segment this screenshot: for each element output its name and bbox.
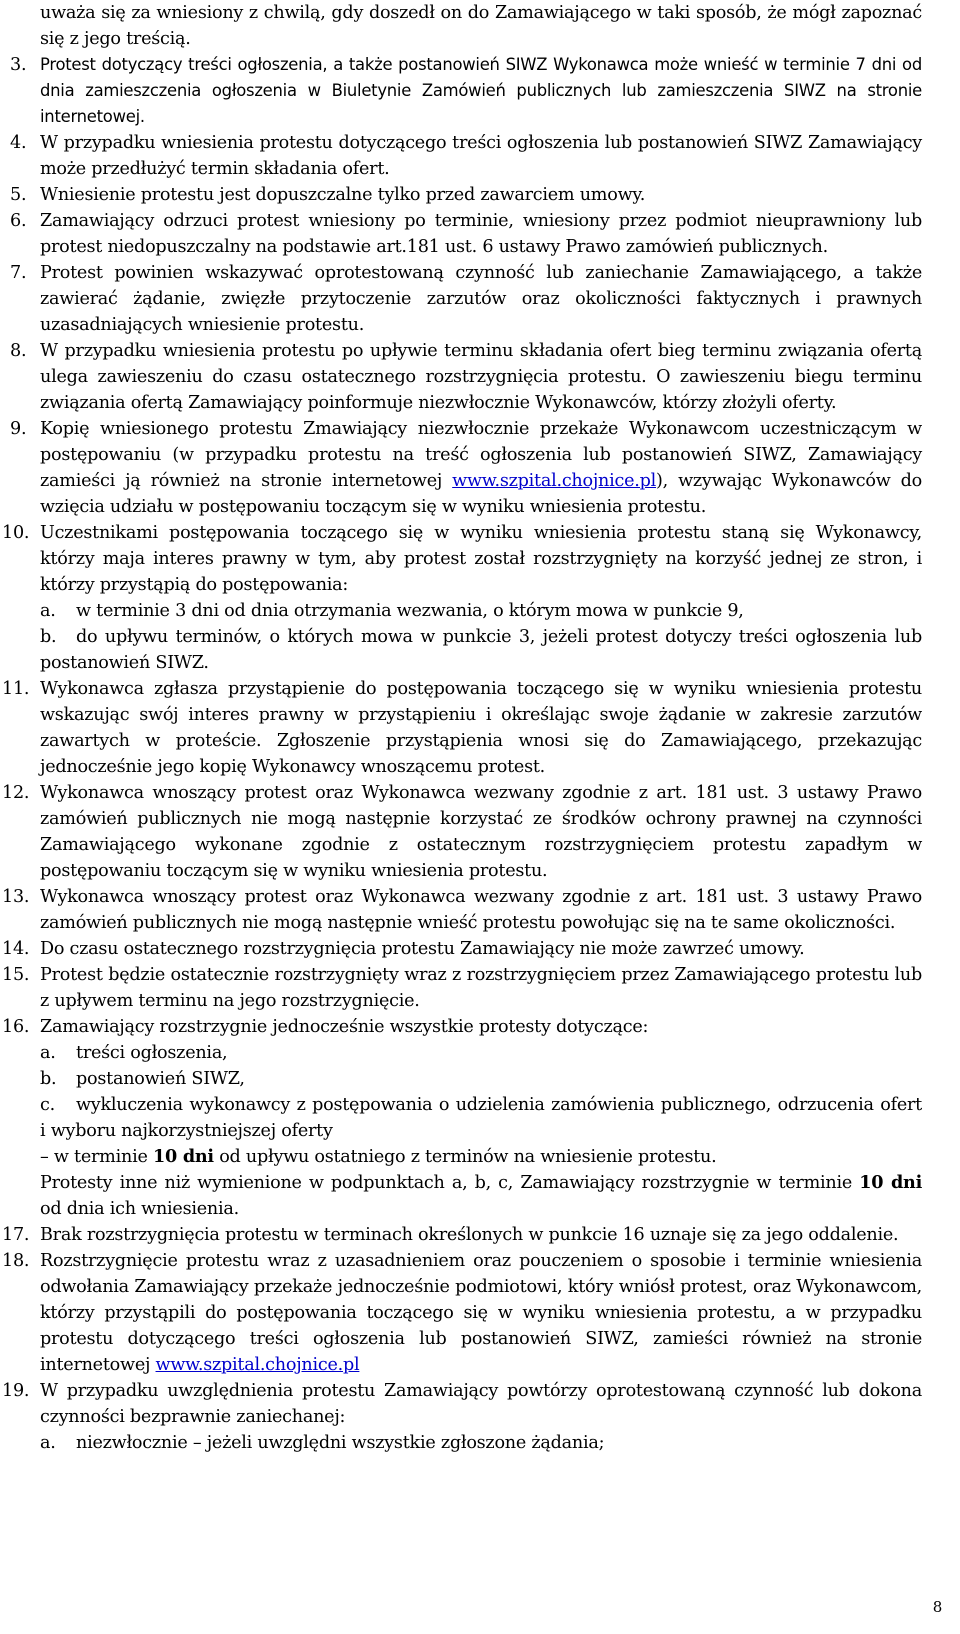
item-text-before-link: Kopię wniesionego protestu Zmawiający niezwłocznie przekaże Wykonawcom uczestniczącym w postępowaniu (w przypadku protestu na treść ogłoszenia lub postanowień SIWZ, Zamawiający zamieści ją również na stronie internetowej: [40, 419, 922, 491]
subitem-letter: b.: [40, 627, 57, 647]
item-text: Protest będzie ostatecznie rozstrzygnięty wraz z rozstrzygnięciem przez Zamawiającego protestu lub z upływem terminu na jego rozstrzygnięcie.: [40, 965, 922, 1011]
item-text: Protest powinien wskazywać oprotestowaną czynność lub zaniechanie Zamawiającego, a także zawierać żądanie, zwięzłe przytoczenie zarzutów oraz okoliczności faktycznych i prawnych uzasadniających wniesienie protestu.: [40, 263, 922, 335]
item-number: 18.: [2, 1251, 30, 1271]
other-protests-text-before: Protesty inne niż wymienione w podpunktach a, b, c, Zamawiający rozstrzygnie w terminie: [40, 1173, 860, 1193]
intro-paragraph: uważa się za wniesiony z chwilą, gdy doszedł on do Zamawiającego w taki sposób, że mógł zapoznać się z jego treścią.: [40, 3, 922, 49]
item-number: 8.: [10, 341, 27, 361]
item-text: Wniesienie protestu jest dopuszczalne tylko przed zawarciem umowy.: [40, 185, 646, 205]
list-item-8: [0, 338, 960, 416]
item-text: Wykonawca wnoszący protest oraz Wykonawca wezwany zgodnie z art. 181 ust. 3 ustawy Prawo zamówień publicznych nie mogą następnie korzystać ze środków ochrony prawnej na czynności Zamawiającego wykonane zgodnie z ostatecznym rozstrzygnięciem protestu zapadłym w postępowaniu toczącym się w wyniku wniesienia protestu.: [40, 783, 922, 881]
list-item-17: [0, 1222, 960, 1248]
item-number: 3.: [10, 55, 27, 75]
item-number: 6.: [10, 211, 27, 231]
subitem-text: niezwłocznie – jeżeli uwzględni wszystkie zgłoszone żądania;: [76, 1433, 605, 1453]
item-number: 5.: [10, 185, 27, 205]
list-item-7: [0, 260, 960, 338]
subitem-a: [40, 1040, 922, 1066]
item-number: 14.: [2, 939, 30, 959]
subitem-letter: c.: [40, 1095, 55, 1115]
hospital-website-link[interactable]: www.szpital.chojnice.pl: [155, 1355, 360, 1375]
item-number: 4.: [10, 133, 27, 153]
subitem-letter: a.: [40, 1043, 56, 1063]
subitem-text: wykluczenia wykonawcy z postępowania o udzielenia zamówienia publicznego, odrzucenia ofert i wyboru najkorzystniejszej oferty: [40, 1095, 922, 1141]
list-item-14: [0, 936, 960, 962]
item-number: 10.: [2, 523, 30, 543]
item-number: 12.: [2, 783, 30, 803]
item-number: 16.: [2, 1017, 30, 1037]
list-item-10: [0, 520, 960, 676]
item-number: 19.: [2, 1381, 30, 1401]
list-item-6: [0, 208, 960, 260]
item-text-before-link: Rozstrzygnięcie protestu wraz z uzasadnieniem oraz pouczeniem o sposobie i terminie wniesienia odwołania Zamawiający przekaże jednocześnie podmiotowi, który wniósł protest, oraz Wykonawcom, którzy przystąpili do postępowania toczącego się w wyniku wniesienia protestu, a w przypadku protestu dotyczącego treści ogłoszenia lub postanowień SIWZ, zamieści również na stronie internetowej: [40, 1251, 922, 1375]
item-number: 11.: [2, 679, 30, 699]
item-number: 17.: [2, 1225, 30, 1245]
item-text: Wykonawca wnoszący protest oraz Wykonawca wezwany zgodnie z art. 181 ust. 3 ustawy Prawo zamówień publicznych nie mogą następnie wnieść protestu powołując się na te same okoliczności.: [40, 887, 922, 933]
deadline-text-after: od upływu ostatniego z terminów na wniesienie protestu.: [213, 1147, 717, 1167]
subitem-text: postanowień SIWZ,: [76, 1069, 245, 1089]
item-text: Wykonawca zgłasza przystąpienie do postępowania toczącego się w wyniku wniesienia protestu wskazując swój interes prawny w przystąpieniu i określając swoje żądanie w zakresie zarzutów zawartych w proteście. Zgłoszenie przystąpienia wnosi się do Zamawiającego, przekazując jednocześnie jego kopię Wykonawcy wnoszącemu protest.: [40, 679, 922, 777]
list-item-11: [0, 676, 960, 780]
item-text: Do czasu ostatecznego rozstrzygnięcia protestu Zamawiający nie może zawrzeć umowy.: [40, 939, 805, 959]
deadline-days: 10 dni: [152, 1146, 214, 1167]
deadline-line: [40, 1144, 922, 1170]
subitem-b: [40, 624, 922, 676]
page-number: 8: [932, 1598, 942, 1616]
item-number: 15.: [2, 965, 30, 985]
list-item-3: [0, 52, 960, 130]
other-protests-days: 10 dni: [859, 1172, 923, 1193]
subitem-a: [40, 1430, 922, 1456]
subitem-letter: b.: [40, 1069, 57, 1089]
other-protests-text-after: od dnia ich wniesienia.: [40, 1199, 239, 1219]
subitem-text: treści ogłoszenia,: [76, 1043, 228, 1063]
subitem-a: [40, 598, 922, 624]
item-text: Uczestnikami postępowania toczącego się w wyniku wniesienia protestu staną się Wykonawcy, którzy maja interes prawny w tym, aby protest został rozstrzygnięty na korzyść jednej ze stron, i którzy przystąpią do postępowania:: [40, 523, 922, 595]
list-item-19: [0, 1378, 960, 1456]
list-item-4: [0, 130, 960, 182]
subitem-letter: a.: [40, 1433, 56, 1453]
list-item-18: [0, 1248, 960, 1378]
item-text: Brak rozstrzygnięcia protestu w terminach określonych w punkcie 16 uznaje się za jego oddalenie.: [40, 1225, 899, 1245]
hospital-website-link[interactable]: www.szpital.chojnice.pl: [452, 471, 657, 491]
item-text: Protest dotyczący treści ogłoszenia, a także postanowień SIWZ Wykonawca może wnieść w terminie 7 dni od dnia zamieszczenia ogłoszenia w Biuletynie Zamówień publicznych lub zamieszczenia SIWZ na stronie internetowej.: [40, 55, 922, 126]
list-item-9: [0, 416, 960, 520]
list-item-15: [0, 962, 960, 1014]
item-text: W przypadku wniesienia protestu po upływie terminu składania ofert bieg terminu związania ofertą ulega zawieszeniu do czasu ostatecznego rozstrzygnięcia protestu. O zawieszeniu biegu terminu związania ofertą Zamawiający poinformuje niezwłocznie Wykonawców, którzy złożyli oferty.: [40, 341, 922, 413]
item-text: Zamawiający odrzuci protest wniesiony po terminie, wniesiony przez podmiot nieuprawniony lub protest niedopuszczalny na podstawie art.181 ust. 6 ustawy Prawo zamówień publicznych.: [40, 211, 922, 257]
item-text: W przypadku uwzględnienia protestu Zamawiający powtórzy oprotestowaną czynność lub dokona czynności bezprawnie zaniechanej:: [40, 1381, 922, 1427]
protest-rules-list: [0, 52, 960, 1456]
subitem-c: [40, 1092, 922, 1144]
list-item-5: [0, 182, 960, 208]
item-number: 9.: [10, 419, 27, 439]
item-number: 13.: [2, 887, 30, 907]
list-item-13: [0, 884, 960, 936]
item-number: 7.: [10, 263, 27, 283]
subitem-text: w terminie 3 dni od dnia otrzymania wezwania, o którym mowa w punkcie 9,: [76, 601, 744, 621]
subitem-letter: a.: [40, 601, 56, 621]
item-text-after-link: ), wzywając Wykonawców do wzięcia udziału w postępowaniu toczącym się w wyniku wniesienia protestu.: [40, 471, 922, 517]
subitem-b: [40, 1066, 922, 1092]
list-item-12: [0, 780, 960, 884]
item-text: Zamawiający rozstrzygnie jednocześnie wszystkie protesty dotyczące:: [40, 1017, 649, 1037]
deadline-text-before: – w terminie: [40, 1147, 153, 1167]
item-text: W przypadku wniesienia protestu dotyczącego treści ogłoszenia lub postanowień SIWZ Zamawiający może przedłużyć termin składania ofert.: [40, 133, 922, 179]
list-item-16: [0, 1014, 960, 1222]
subitem-text: do upływu terminów, o których mowa w punkcie 3, jeżeli protest dotyczy treści ogłoszenia lub postanowień SIWZ.: [40, 627, 922, 673]
other-protests-line: [40, 1170, 922, 1222]
